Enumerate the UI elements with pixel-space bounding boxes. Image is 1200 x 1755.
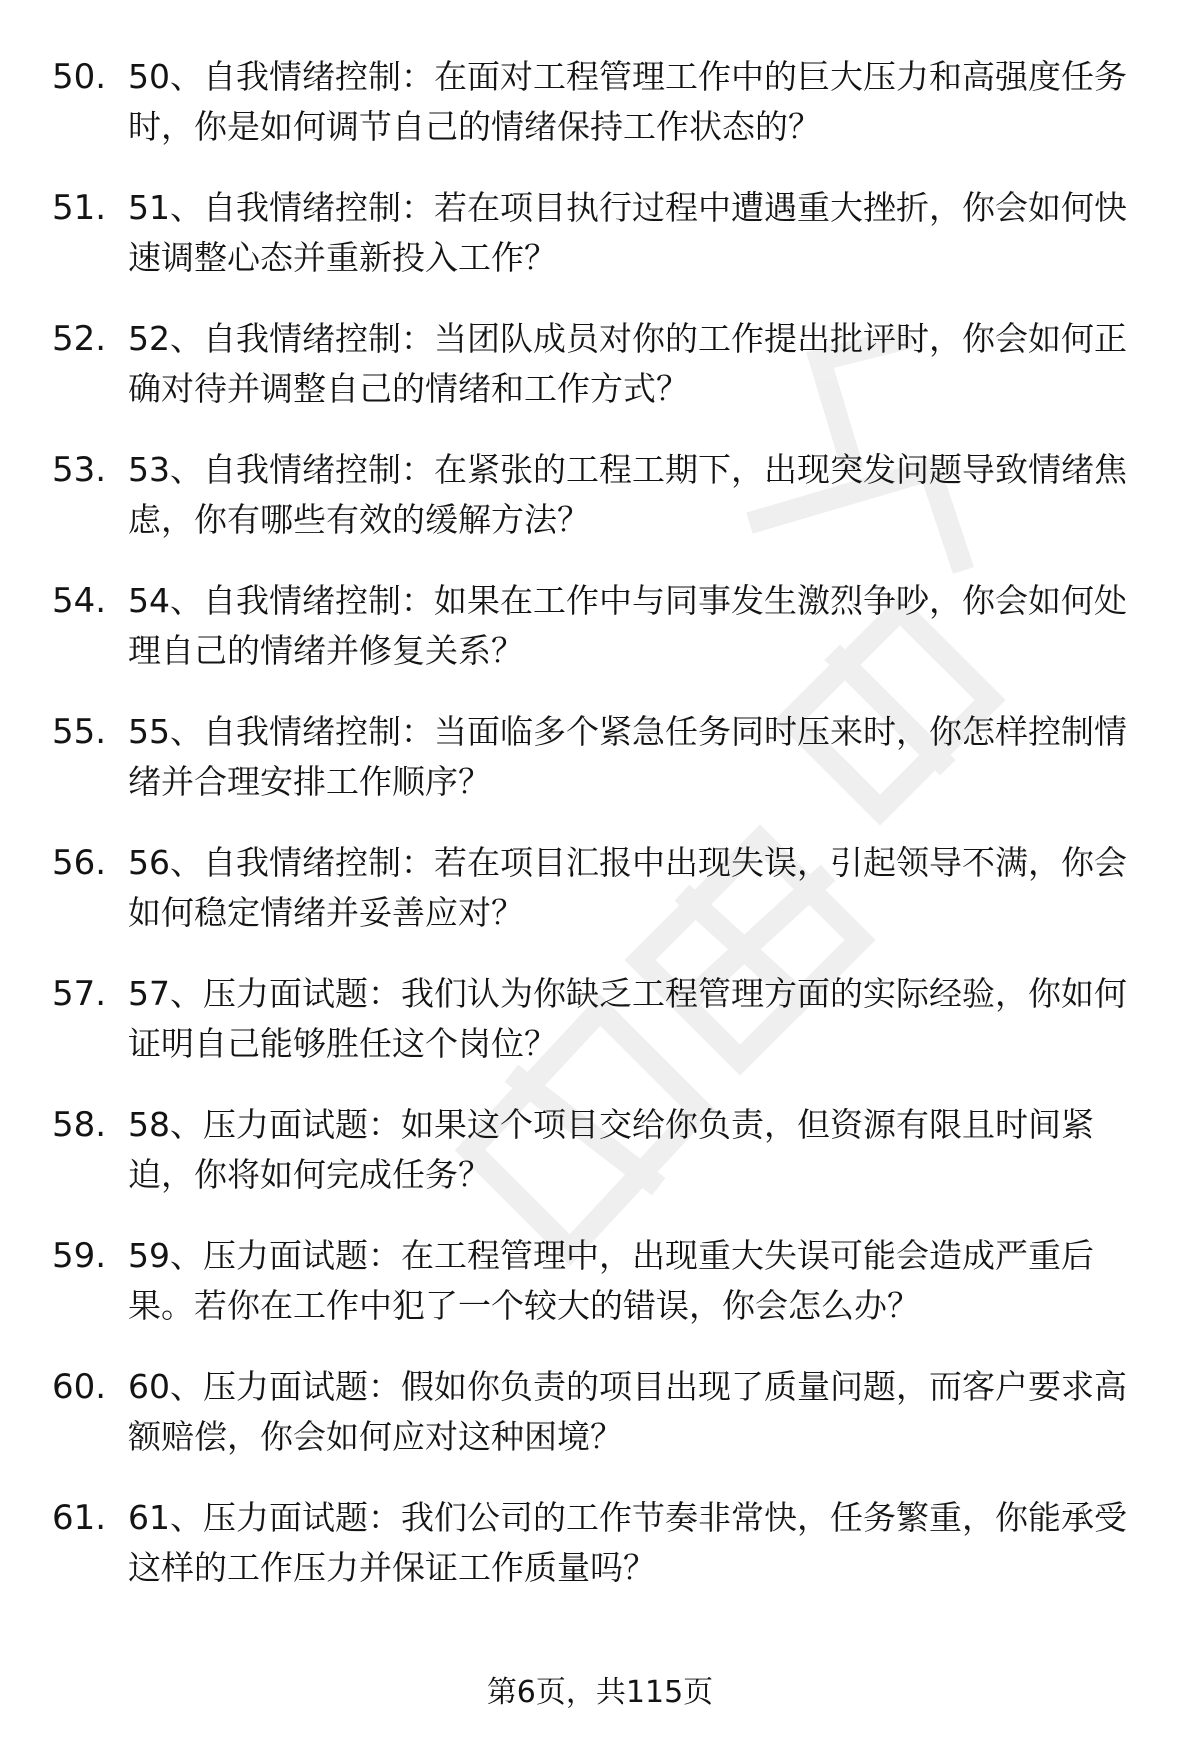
- list-item: [0, 314, 1200, 445]
- question-number: 61.: [52, 1498, 107, 1538]
- list-item: [0, 52, 1200, 183]
- question-number: 50.: [52, 57, 107, 97]
- question-number: 53.: [52, 450, 107, 490]
- question-number: 55.: [52, 712, 107, 752]
- list-item: [0, 1231, 1200, 1362]
- question-number: 56.: [52, 843, 107, 883]
- list-item: [0, 183, 1200, 314]
- question-number: 54.: [52, 581, 107, 621]
- page-indicator: 第6页，共115页: [486, 1675, 714, 1710]
- question-text: 52、自我情绪控制：当团队成员对你的工作提出批评时，你会如何正确对待并调整自己的情绪和工作方式？: [128, 319, 1127, 408]
- question-text: 56、自我情绪控制：若在项目汇报中出现失误，引起领导不满，你会如何稳定情绪并妥善应对？: [128, 843, 1127, 932]
- question-text: 53、自我情绪控制：在紧张的工程工期下，出现突发问题导致情绪焦虑，你有哪些有效的缓解方法？: [128, 450, 1127, 539]
- question-text: 54、自我情绪控制：如果在工作中与同事发生激烈争吵，你会如何处理自己的情绪并修复关系？: [128, 581, 1127, 670]
- question-text: 58、压力面试题：如果这个项目交给你负责，但资源有限且时间紧迫，你将如何完成任务？: [128, 1105, 1094, 1194]
- list-item: [0, 576, 1200, 707]
- question-text: 51、自我情绪控制：若在项目执行过程中遭遇重大挫折，你会如何快速调整心态并重新投入工作？: [128, 188, 1127, 277]
- question-text: 57、压力面试题：我们认为你缺乏工程管理方面的实际经验，你如何证明自己能够胜任这个岗位？: [128, 974, 1127, 1063]
- list-item: [0, 1362, 1200, 1493]
- question-number: 57.: [52, 974, 107, 1014]
- question-text: 55、自我情绪控制：当面临多个紧急任务同时压来时，你怎样控制情绪并合理安排工作顺序？: [128, 712, 1127, 801]
- question-list: [0, 52, 1200, 1624]
- question-number: 51.: [52, 188, 107, 228]
- question-number: 60.: [52, 1367, 107, 1407]
- question-number: 58.: [52, 1105, 107, 1145]
- list-item: [0, 1100, 1200, 1231]
- question-text: 50、自我情绪控制：在面对工程管理工作中的巨大压力和高强度任务时，你是如何调节自己的情绪保持工作状态的？: [128, 57, 1127, 146]
- list-item: [0, 707, 1200, 838]
- question-text: 60、压力面试题：假如你负责的项目出现了质量问题，而客户要求高额赔偿，你会如何应对这种困境？: [128, 1367, 1127, 1456]
- question-text: 61、压力面试题：我们公司的工作节奏非常快，任务繁重，你能承受这样的工作压力并保证工作质量吗？: [128, 1498, 1127, 1587]
- list-item: [0, 838, 1200, 969]
- question-number: 59.: [52, 1236, 107, 1276]
- question-number: 52.: [52, 319, 107, 359]
- question-text: 59、压力面试题：在工程管理中，出现重大失误可能会造成严重后果。若你在工作中犯了一个较大的错误，你会怎么办？: [128, 1236, 1094, 1325]
- list-item: [0, 969, 1200, 1100]
- list-item: [0, 445, 1200, 576]
- list-item: [0, 1493, 1200, 1624]
